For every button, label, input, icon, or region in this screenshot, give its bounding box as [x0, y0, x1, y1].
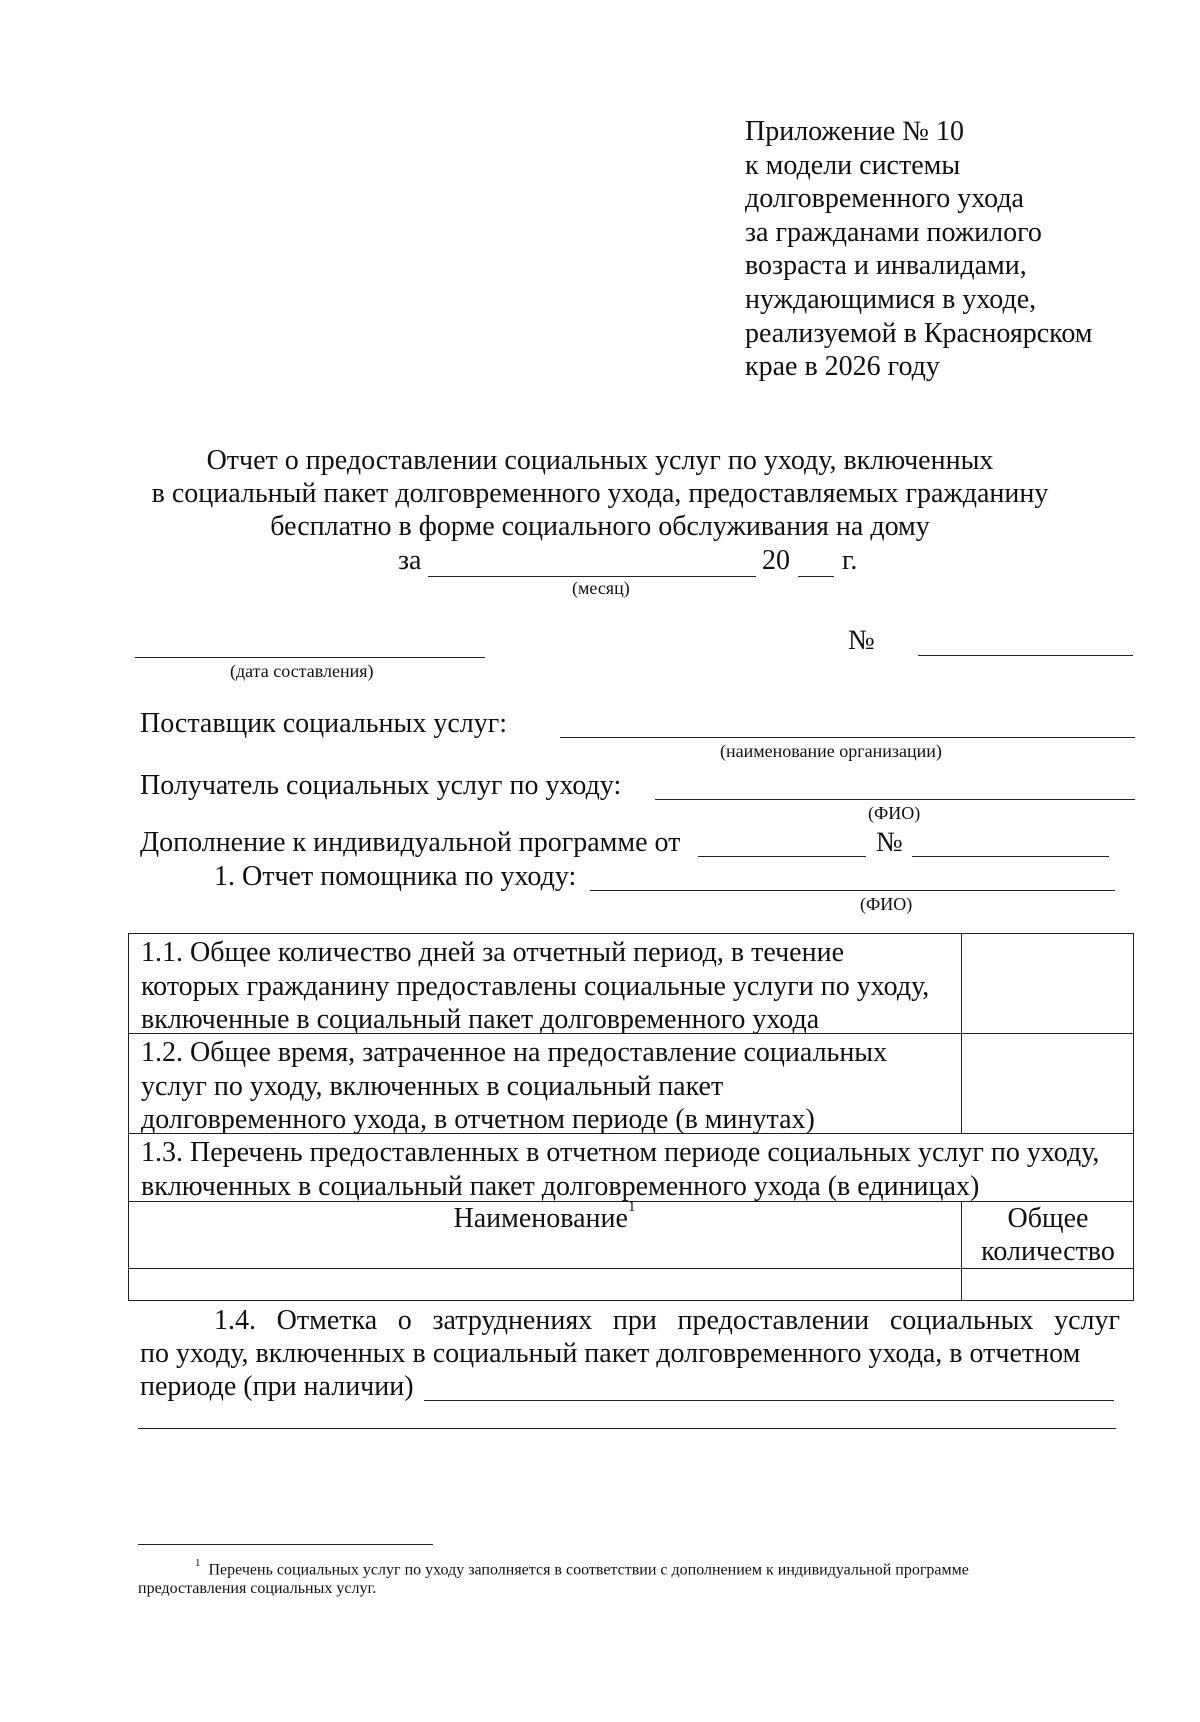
- year-blank[interactable]: [798, 576, 834, 577]
- appendix-line: крае в 2026 году: [745, 351, 940, 383]
- appendix-line: реализуемой в Красноярском: [745, 317, 1093, 349]
- col-name-header: [128, 1198, 961, 1235]
- date-blank[interactable]: [135, 657, 485, 658]
- col-total-line-2: количество: [981, 1236, 1115, 1267]
- assistant-label: 1. Отчет помощника по уходу:: [214, 861, 577, 892]
- provider-caption: (наименование организации): [720, 741, 942, 761]
- title-line-3: бесплатно в форме социального обслуживания на дому: [270, 511, 930, 542]
- appendix-line: к модели системы: [745, 149, 961, 181]
- table-cell-line: включенные в социальный пакет долговременного ухода: [141, 1004, 820, 1035]
- period-year: 20: [762, 545, 790, 576]
- table-border: [128, 1268, 1134, 1269]
- addendum-number-blank[interactable]: [912, 856, 1109, 857]
- month-blank[interactable]: [428, 576, 756, 577]
- addendum-number-sign: №: [876, 827, 903, 858]
- table-cell-line: услуг по уходу, включенных в социальный пакет: [141, 1070, 724, 1102]
- table-border: [128, 934, 129, 1301]
- table-cell-line: 1.2. Общее время, затраченное на предоставление социальных: [141, 1037, 888, 1068]
- difficulties-line-3: периоде (при наличии): [140, 1371, 414, 1402]
- difficulties-line-1: 1.4. Отметка о затруднениях при предоставлении социальных услуг: [214, 1305, 1120, 1336]
- footnote-mark: 1: [195, 1557, 201, 1569]
- footnote-text-1: Перечень социальных услуг по уходу заполняется в соответствии с дополнением к индивидуальной программе: [208, 1561, 969, 1579]
- table-cell-line: включенных в социальный пакет долговременного ухода (в единицах): [141, 1170, 980, 1202]
- table-border: [1133, 934, 1134, 1301]
- row-1-2-value[interactable]: [963, 1036, 1131, 1132]
- table-cell-line: 1.3. Перечень предоставленных в отчетном периоде социальных услуг по уходу,: [141, 1137, 1100, 1168]
- table-cell-line: которых гражданину предоставлены социальные услуги по уходу,: [141, 970, 930, 1002]
- period-prefix: за: [398, 545, 422, 576]
- addendum-date-blank[interactable]: [698, 856, 866, 857]
- provider-blank[interactable]: [560, 737, 1135, 738]
- table-border: [961, 1202, 962, 1301]
- recipient-label: Получатель социальных услуг по уходу:: [140, 770, 622, 801]
- appendix-line: долговременного ухода: [745, 183, 1024, 215]
- appendix-line: возраста и инвалидами,: [745, 250, 1027, 282]
- assistant-blank[interactable]: [590, 890, 1115, 891]
- service-total-cell[interactable]: [963, 1270, 1131, 1299]
- difficulties-blank-2[interactable]: [138, 1428, 1116, 1429]
- col-name-label: Наименование: [453, 1203, 628, 1234]
- appendix-line: нуждающимися в уходе,: [745, 283, 1037, 315]
- table-border: [128, 1300, 1134, 1301]
- footnote-separator: [138, 1544, 433, 1545]
- addendum-label: Дополнение к индивидуальной программе от: [140, 827, 681, 858]
- footnote-line-2: предоставления социальных услуг.: [138, 1580, 377, 1597]
- row-1-1-text: [141, 936, 929, 1037]
- col-total-line-1: Общее: [1007, 1203, 1089, 1234]
- provider-label: Поставщик социальных услуг:: [140, 708, 507, 739]
- title-line-1: Отчет о предоставлении социальных услуг по уходу, включенных: [206, 445, 994, 476]
- appendix-block: [745, 115, 1165, 384]
- row-1-3-text: [141, 1136, 1099, 1203]
- table-border: [128, 933, 1134, 934]
- row-1-1-value[interactable]: [963, 936, 1131, 1032]
- month-caption: (месяц): [572, 578, 630, 598]
- footnote-ref: 1: [627, 1198, 636, 1215]
- service-name-cell[interactable]: [130, 1270, 960, 1299]
- date-caption: (дата составления): [230, 661, 374, 681]
- table-cell-line: 1.1. Общее количество дней за отчетный период, в течение: [141, 937, 845, 968]
- number-blank[interactable]: [918, 655, 1133, 656]
- table-cell-line: долговременного ухода, в отчетном периоде (в минутах): [141, 1104, 815, 1135]
- recipient-blank[interactable]: [655, 799, 1135, 800]
- appendix-line: Приложение № 10: [745, 116, 964, 147]
- difficulties-blank-1[interactable]: [424, 1400, 1114, 1401]
- table-border: [961, 934, 962, 1134]
- title-line-2: в социальный пакет долговременного ухода, предоставляемых гражданину: [151, 478, 1049, 509]
- number-sign: №: [848, 625, 875, 656]
- period-suffix: г.: [842, 545, 858, 576]
- recipient-caption: (ФИО): [868, 803, 921, 823]
- row-1-2-text: [141, 1036, 887, 1137]
- difficulties-line-2: по уходу, включенных в социальный пакет долговременного ухода, в отчетном: [140, 1338, 1081, 1369]
- assistant-caption: (ФИО): [860, 894, 913, 914]
- appendix-line: за гражданами пожилого: [745, 216, 1042, 248]
